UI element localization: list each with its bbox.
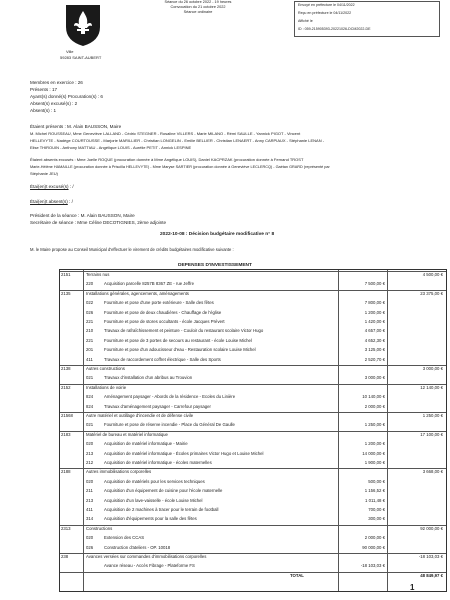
session-president: Président de la séance : M. Alain BAUSSON, Maire [30,213,135,218]
row-amount: 7 500,00 € [364,281,385,287]
row-amount: 90 000,00 € [362,544,385,550]
row-code: 201 [86,347,94,353]
excused-label: Étai(en)t excusé(s) [30,184,69,189]
stamp-line: Reçu en préfecture le 04/11/2022 [298,11,352,15]
coat-of-arms-logo [64,3,102,47]
row-total: 48 849,97 € [420,572,443,578]
row-code: 2188 [61,469,71,475]
row-code: 220 [86,281,94,287]
absent-section [30,199,73,205]
row-amount: 2 000,00 € [364,403,385,409]
row-label: Acquisition d'un lave-vaisselle - école Louise Michel [104,497,203,503]
row-label: Constructions [86,525,113,531]
row-amount: 3 000,00 € [364,375,385,381]
excused-count: Absent(s) excusé(s) : 2 [30,101,78,106]
row-label: Fourniture et pose de 3 portes de secours au restaurant - école Louise Michel [104,337,252,343]
row-label: Installations de voirie [86,384,127,390]
row-label: Acquisition d'un équipement de cuisine pour l'école maternelle [104,488,223,494]
stamp-line: Envoyé en préfecture le 04/11/2022 [298,3,355,7]
row-code: 2152 [61,384,71,390]
row-code: 2313 [61,525,71,531]
row-amount: 3 125,00 € [364,347,385,353]
row-code: 824 [86,403,94,409]
row-code: 210 [86,328,94,334]
row-code: 411 [86,507,93,512]
present-line: Étaient présents : M. Alain BAUSSON, Maire [30,124,122,129]
prefecture-stamp [294,1,440,37]
row-amount: 1 200,00 € [364,309,385,315]
row-label: Acquisition de 2 machines à tracer pour le terrain de football [104,507,219,512]
row-label: Construction d'ateliers - OP. 10018 [104,544,171,550]
town-name: Ville [66,49,74,54]
row-code: 824 [86,394,94,400]
row-amount: 1 156,52 € [364,488,385,494]
town-address: 59283 SAINT-AUBERT [60,55,102,60]
row-label: Avance réseau - Accès Fibrage - Plateforme FS [104,563,195,569]
row-code: 411 [86,356,93,362]
row-code: 213 [86,450,94,456]
stamp-line: Affiché le [298,19,313,23]
row-amount: 1 011,48 € [365,497,385,503]
row-total: 1 250,00 € [422,413,443,418]
row-amount: 500,00 € [368,478,385,484]
row-code: 213 [86,497,94,503]
row-amount: 7 800,00 € [364,300,385,306]
row-amount: 1 900,00 € [364,460,385,465]
row-total: 4 500,00 € [422,272,443,277]
row-amount: 2 520,70 € [364,356,385,362]
row-code: 2151 [61,272,71,277]
row-amount: 4 657,00 € [364,328,385,334]
row-code: 021 [86,422,94,428]
row-amount: 1 200,00 € [364,441,385,447]
row-amount: 10 140,00 € [362,394,385,400]
row-total: 12 140,00 € [420,384,443,390]
stamp-line: ID : 059-215905393-20221026-DCM2022-DE [298,27,371,31]
row-code: 21568 [61,413,73,418]
absent-value: : / [67,199,73,204]
row-total: 23 375,00 € [420,290,443,296]
row-code: 021 [86,375,94,381]
header-line: Séance ordinaire [183,10,213,14]
row-label: Autres constructions [86,366,125,371]
row-label: Acquisition d'équipements pour la salle des fêtes [104,516,197,522]
row-code: 026 [86,309,94,315]
present-count: Présents : 17 [30,87,58,92]
row-label: Fourniture et pose d'un adoucisseur d'eau - Restauration scolaire Louise Michel [104,347,256,353]
deliberation-reference: 2022-10-08 : Décision budgétaire modificative n° 8 [160,232,275,237]
row-code: 221 [86,319,94,324]
row-label: Acquisition de matériel informatique - Mairie [104,441,188,447]
row-code: 026 [86,544,94,550]
row-total: -18 103,03 € [418,554,443,559]
row-amount: -18 103,03 € [360,563,385,569]
row-total: 3 668,00 € [422,469,443,475]
header-line: Convocation du 21 octobre 2022 [170,5,226,9]
row-amount: 4 652,30 € [364,337,385,343]
present-line: Elise THIROUIN - Anthony MATTIAU - Angélique LOUIS - Aurélie PETIT - Annick LESPINE [30,145,192,150]
row-code: 221 [86,337,94,343]
row-code: 2138 [61,366,71,371]
row-code: 020 [86,478,94,484]
row-label: Fourniture et pose de stores occultants - école Jacques Prévert [104,319,225,324]
row-label: Matériel de bureau et matériel informatique [86,431,168,437]
row-label: Travaux d'installation d'un abribus au Trouvion [104,375,193,381]
row-total: 17 100,00 € [420,431,443,437]
row-label: Avances versées sur commandes d'immobilisations corporelles [86,554,207,559]
page-number: 1 [410,583,415,592]
row-label: Acquisition de matériel informatique - Écoles primaires Victor Hugo et Louise Michel [104,450,264,456]
proxy-line: Stéphanie JEU) [30,171,59,176]
row-label: Acquisition parcelle 8257B 8367 ZE - rue Jeffre [104,281,194,287]
row-label: TOTAL [290,572,304,578]
row-label: Acquisition de matériel informatique - écoles maternelles [104,460,212,465]
session-secretary: Secrétaire de séance : Mme Céline DECOTIGNIES, 2ème adjointe [30,220,167,225]
row-label: Autres immobilisations corporelles [86,469,152,475]
row-total: 92 000,00 € [420,525,443,531]
proxy-count: Ayant(s) donné(s) Procuration(s) : 6 [30,94,103,99]
row-label: Fourniture et pose d'une porte extérieure - Salle des fêtes [104,300,214,306]
members-count: Membres en exercice : 26 [30,80,83,85]
row-label: Travaux de raccordement coffret électrique - Salle des Sports [104,356,221,362]
row-label: Travaux de rafraîchissement et peinture - Couloir du restaurant scolaire Victor Hugo [104,328,264,334]
row-amount: 1 420,00 € [364,319,385,324]
row-amount: 300,00 € [368,516,385,522]
row-label: Terrains nus [86,272,110,277]
absent-count: Absent(s) : 1 [30,108,57,113]
row-amount: 700,00 € [368,507,385,512]
row-amount: 1 250,00 € [364,422,385,428]
row-code: 212 [86,460,94,465]
table-title: DEPENSES D'INVESTISSEMENT [178,263,252,268]
budget-table [59,263,447,592]
row-label: Fourniture et pose de deux chaudières - Chauffage de l'église [104,309,222,315]
header-line: Séance du 26 octobre 2022 - 19 heures [164,0,232,4]
row-code: 211 [86,488,93,494]
excused-section [30,184,74,190]
row-code: 314 [86,516,94,522]
row-code: 2183 [61,431,71,437]
intro-text: M. le Maire propose au Conseil Municipal d'effectuer le virement de crédits budgétaires modificative suivante : [30,247,234,252]
row-code: 020 [86,535,94,541]
row-label: Autre matériel et outillage d'incendie et de défense civile [86,413,194,418]
absent-label: Étai(en)t absent(s) [30,199,68,204]
row-label: Acquisition de matériels pour les services techniques [104,478,205,484]
row-amount: 2 000,00 € [364,535,385,541]
proxy-line: Marie-Hélène HAMAILLE (procuration donnée à Priscilla HELLEVYTE) - Mme Maryse SARTIER (procuration donnée à Geneviève LECLERCQ) - Gaétan GRARD (représenté par [30,165,330,169]
row-label: Travaux d'aménagement paysager - Carrefour paysager [104,403,211,409]
row-label: Extension des CCAS [104,535,145,541]
row-label: Installations générales, agencements, aménagements [86,290,189,296]
row-label: Aménagement paysager - Abords de la résidence - Ecoles du Linière [104,394,236,400]
row-total: 3 000,00 € [422,366,443,371]
row-code: 2135 [61,290,71,296]
row-label: Fourniture et pose de réserve incendie - Place du Général De Gaulle [104,422,235,428]
excused-value: : / [68,184,74,189]
proxy-line: Étaient absents excusés : Mme Joelle ROQUE (procuration donnée à Mme Angélique LOUIS), Daniel KACPRZAK (procuration donnée à Fernand TROST [30,157,304,162]
row-code: 020 [86,441,94,447]
row-code: 022 [86,300,94,306]
row-amount: 14 000,00 € [362,450,385,456]
session-header [149,0,247,15]
row-code: 238 [61,554,69,559]
present-line: HELLEVYTE - Nadège COURTOUSSE - Marjorie MARILLIER - Christian LONGELIN - Emilie BELLIER - Christian LENAERT - Anny CARPIAUX - Stéphanie LENAN - [30,138,325,143]
present-line: M. Michel ROUSSEAU, Mme Geneviève LALLAND - Cédric STEGNER - Rosaline VILLERS - Marie MILANO - Rémi SAULLE - Yannick PIGOT - Vincent [30,131,301,136]
